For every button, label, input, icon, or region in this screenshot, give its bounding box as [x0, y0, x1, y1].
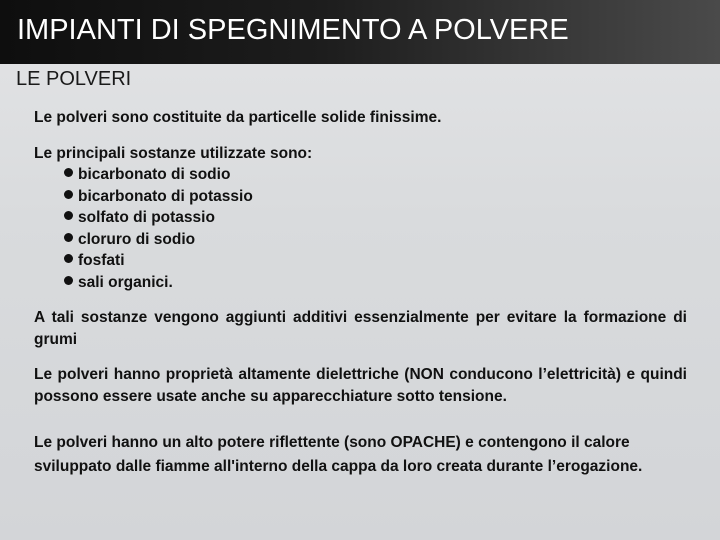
- bullet-icon: [64, 211, 73, 220]
- paragraph-substances-intro: Le principali sostanze utilizzate sono:: [34, 144, 313, 162]
- bullet-icon: [64, 276, 73, 285]
- list-item: [64, 164, 687, 186]
- substances-list: [34, 164, 687, 293]
- list-item-label: fosfati: [78, 252, 125, 269]
- list-item-label: sali organici.: [78, 273, 173, 291]
- list-item: [64, 207, 687, 229]
- bullet-icon: [64, 168, 73, 177]
- paragraph-additives: A tali sostanze vengono aggiunti additivi essenzialmente per evitare la formazione di grumi: [34, 309, 687, 348]
- bullet-icon: [64, 233, 73, 242]
- paragraph-reflective: Le polveri hanno un alto potere riflettente (sono OPACHE) e contengono il calore sviluppato dalle fiamme all'interno della cappa da loro creata durante l’erogazione.: [34, 434, 643, 475]
- list-item: [64, 272, 687, 294]
- list-item-label: solfato di potassio: [78, 209, 215, 226]
- bullet-icon: [64, 254, 73, 263]
- list-item-label: cloruro di sodio: [78, 230, 196, 248]
- title-bar: [0, 0, 720, 64]
- page-title: IMPIANTI DI SPEGNIMENTO A POLVERE: [17, 14, 569, 46]
- paragraph-dielectric: Le polveri hanno proprietà altamente dielettriche (NON conducono l’elettricità) e quindi possono essere usate anche su apparecchiature sotto tensione.: [34, 366, 687, 405]
- list-item-label: bicarbonato di potassio: [78, 187, 253, 205]
- paragraph-composition: Le polveri sono costituite da particelle solide finissime.: [34, 109, 442, 126]
- section-subtitle: LE POLVERI: [16, 68, 132, 90]
- list-item: [64, 186, 687, 208]
- list-item: [64, 229, 687, 251]
- bullet-icon: [64, 190, 73, 199]
- list-item: [64, 250, 687, 272]
- slide-content: [34, 107, 687, 479]
- list-item-label: bicarbonato di sodio: [78, 166, 231, 183]
